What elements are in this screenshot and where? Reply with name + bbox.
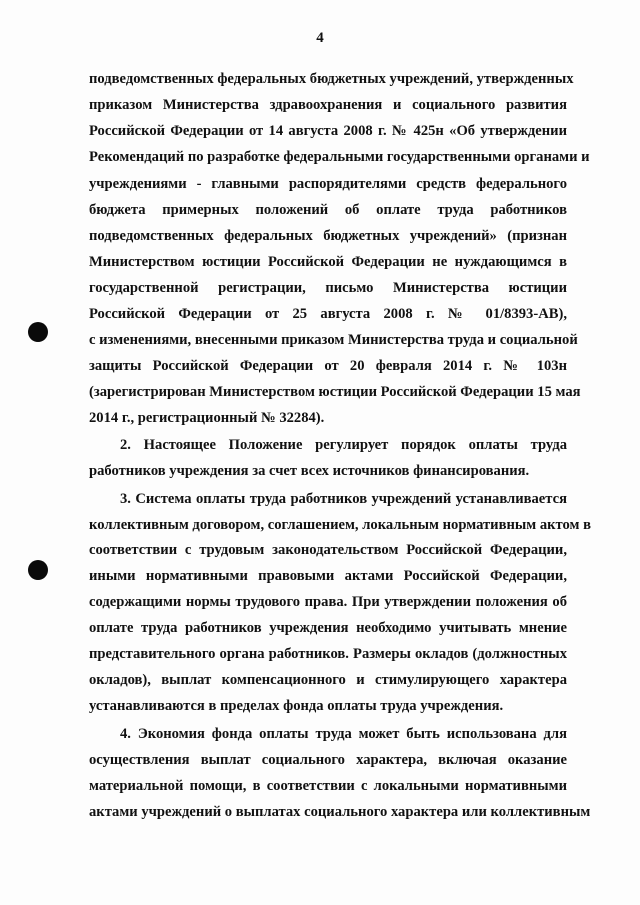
text-line: Российской Федерации от 14 августа 2008 г. № 425н «Об утверждении bbox=[89, 123, 567, 139]
text-line: работников учреждения за счет всех источников финансирования. bbox=[89, 463, 530, 479]
text-line: государственной регистрации, письмо Министерства юстиции bbox=[89, 280, 567, 296]
text-line: соответствии с трудовым законодательством Российской Федерации, bbox=[89, 542, 567, 558]
text-line: оплате труда работников учреждения необходимо учитывать мнение bbox=[89, 620, 567, 636]
text-line: бюджета примерных положений об оплате труда работников bbox=[89, 202, 567, 218]
text-line: приказом Министерства здравоохранения и социального развития bbox=[89, 97, 567, 113]
text-line: материальной помощи, в соответствии с локальными нормативными bbox=[89, 778, 567, 794]
punch-hole-mark bbox=[28, 560, 48, 580]
text-line: Российской Федерации от 25 августа 2008 г. № 01/8393-АВ), bbox=[89, 306, 567, 322]
text-line: с изменениями, внесенными приказом Министерства труда и социальной bbox=[89, 332, 578, 348]
text-line: подведомственных федеральных бюджетных учреждений, утвержденных bbox=[89, 71, 574, 87]
punch-hole-mark bbox=[28, 322, 48, 342]
text-line: Рекомендаций по разработке федеральными государственными органами и bbox=[89, 149, 590, 165]
text-line: представительного органа работников. Размеры окладов (должностных bbox=[89, 646, 567, 662]
text-line: содержащими нормы трудового права. При утверждении положения об bbox=[89, 594, 567, 610]
text-line: Министерством юстиции Российской Федерации не нуждающимся в bbox=[89, 254, 567, 270]
text-line: иными нормативными правовыми актами Российской Федерации, bbox=[89, 568, 567, 584]
text-line: окладов), выплат компенсационного и стимулирующего характера bbox=[89, 672, 567, 688]
text-line: 4. Экономия фонда оплаты труда может быть использована для bbox=[120, 726, 567, 742]
text-line: (зарегистрирован Министерством юстиции Российской Федерации 15 мая bbox=[89, 384, 581, 400]
text-line: 2014 г., регистрационный № 32284). bbox=[89, 410, 325, 426]
text-line: учреждениями - главными распорядителями средств федерального bbox=[89, 176, 567, 192]
text-line: 2. Настоящее Положение регулирует порядок оплаты труда bbox=[120, 437, 567, 453]
text-line: актами учреждений о выплатах социального характера или коллективным bbox=[89, 804, 591, 820]
text-line: осуществления выплат социального характера, включая оказание bbox=[89, 752, 567, 768]
text-line: коллективным договором, соглашением, локальным нормативным актом в bbox=[89, 517, 592, 533]
text-line: защиты Российской Федерации от 20 февраля 2014 г. № 103н bbox=[89, 358, 567, 374]
page-number: 4 bbox=[316, 30, 324, 46]
text-line: 3. Система оплаты труда работников учреждений устанавливается bbox=[120, 491, 567, 507]
text-line: устанавливаются в пределах фонда оплаты труда учреждения. bbox=[89, 698, 504, 714]
text-line: подведомственных федеральных бюджетных учреждений» (признан bbox=[89, 228, 567, 244]
